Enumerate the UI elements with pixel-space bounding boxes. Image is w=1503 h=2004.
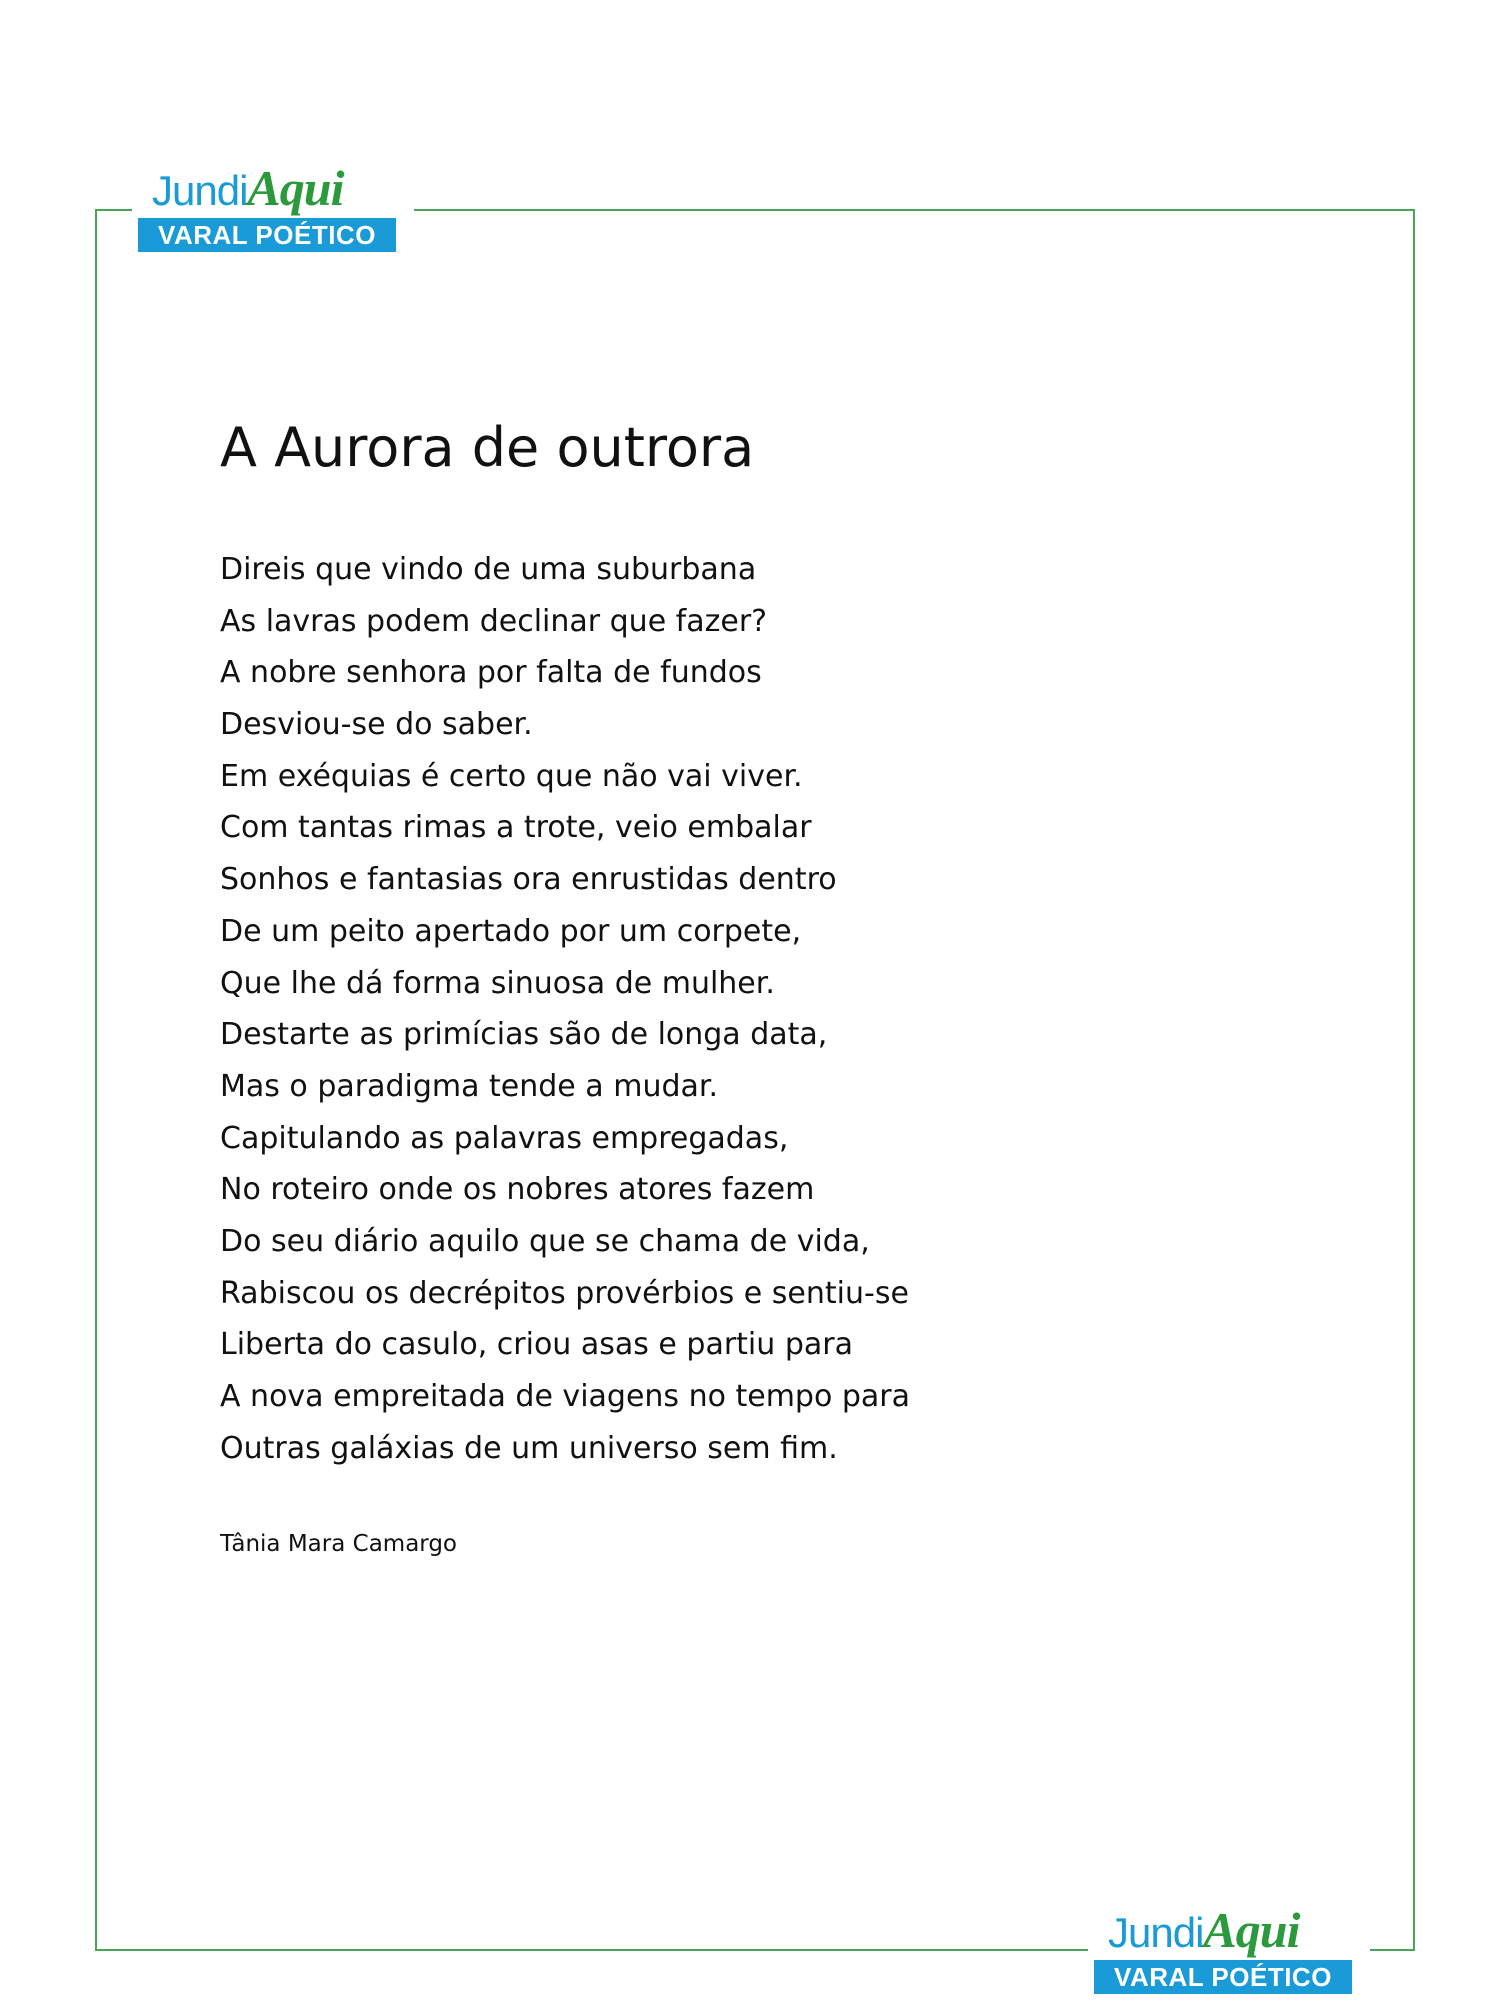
poem-body	[220, 544, 910, 1474]
poem-line: As lavras podem declinar que fazer?	[220, 603, 768, 639]
header-logo	[132, 158, 414, 252]
poem-line: Do seu diário aquilo que se chama de vida,	[220, 1223, 870, 1259]
poem-line: Com tantas rimas a trote, veio embalar	[220, 810, 812, 846]
poem-author: Tânia Mara Camargo	[220, 1531, 458, 1557]
poem-line: Desviou-se do saber.	[220, 707, 533, 743]
poem-line: Capitulando as palavras empregadas,	[220, 1120, 789, 1156]
logo-word-aqui: Aqui	[247, 160, 344, 216]
poem-line: Sonhos e fantasias ora enrustidas dentro	[220, 862, 837, 898]
poem-line: A nova empreitada de viagens no tempo para	[220, 1379, 911, 1414]
poem-line: Mas o paradigma tende a mudar.	[220, 1068, 719, 1104]
poem-line: Em exéquias é certo que não vai viver.	[220, 758, 803, 794]
poem-title: A Aurora de outrora	[220, 416, 755, 479]
poem-line: Direis que vindo de uma suburbana	[220, 552, 757, 587]
poem-line: Destarte as primícias são de longa data,	[220, 1017, 828, 1053]
poem-line: Liberta do casulo, criou asas e partiu para	[220, 1327, 853, 1363]
logo-word-jundi: Jundi	[152, 167, 248, 214]
poem-line: Rabiscou os decrépitos provérbios e sentiu-se	[220, 1275, 909, 1311]
logo-word-aqui: Aqui	[1203, 1902, 1300, 1958]
logo-word-jundi: Jundi	[1108, 1909, 1204, 1956]
poem-line: De um peito apertado por um corpete,	[220, 913, 802, 949]
poem-line: Outras galáxias de um universo sem fim.	[220, 1430, 838, 1466]
logo-banner: VARAL POÉTICO	[138, 218, 396, 252]
poem-line: A nobre senhora por falta de fundos	[220, 655, 762, 691]
logo-wordmark	[1094, 1900, 1364, 1960]
logo-banner: VARAL POÉTICO	[1094, 1960, 1352, 1994]
poem-line: No roteiro onde os nobres atores fazem	[220, 1172, 815, 1208]
footer-logo	[1088, 1900, 1370, 1994]
logo-wordmark	[138, 158, 408, 218]
poem-line: Que lhe dá forma sinuosa de mulher.	[220, 965, 775, 1001]
